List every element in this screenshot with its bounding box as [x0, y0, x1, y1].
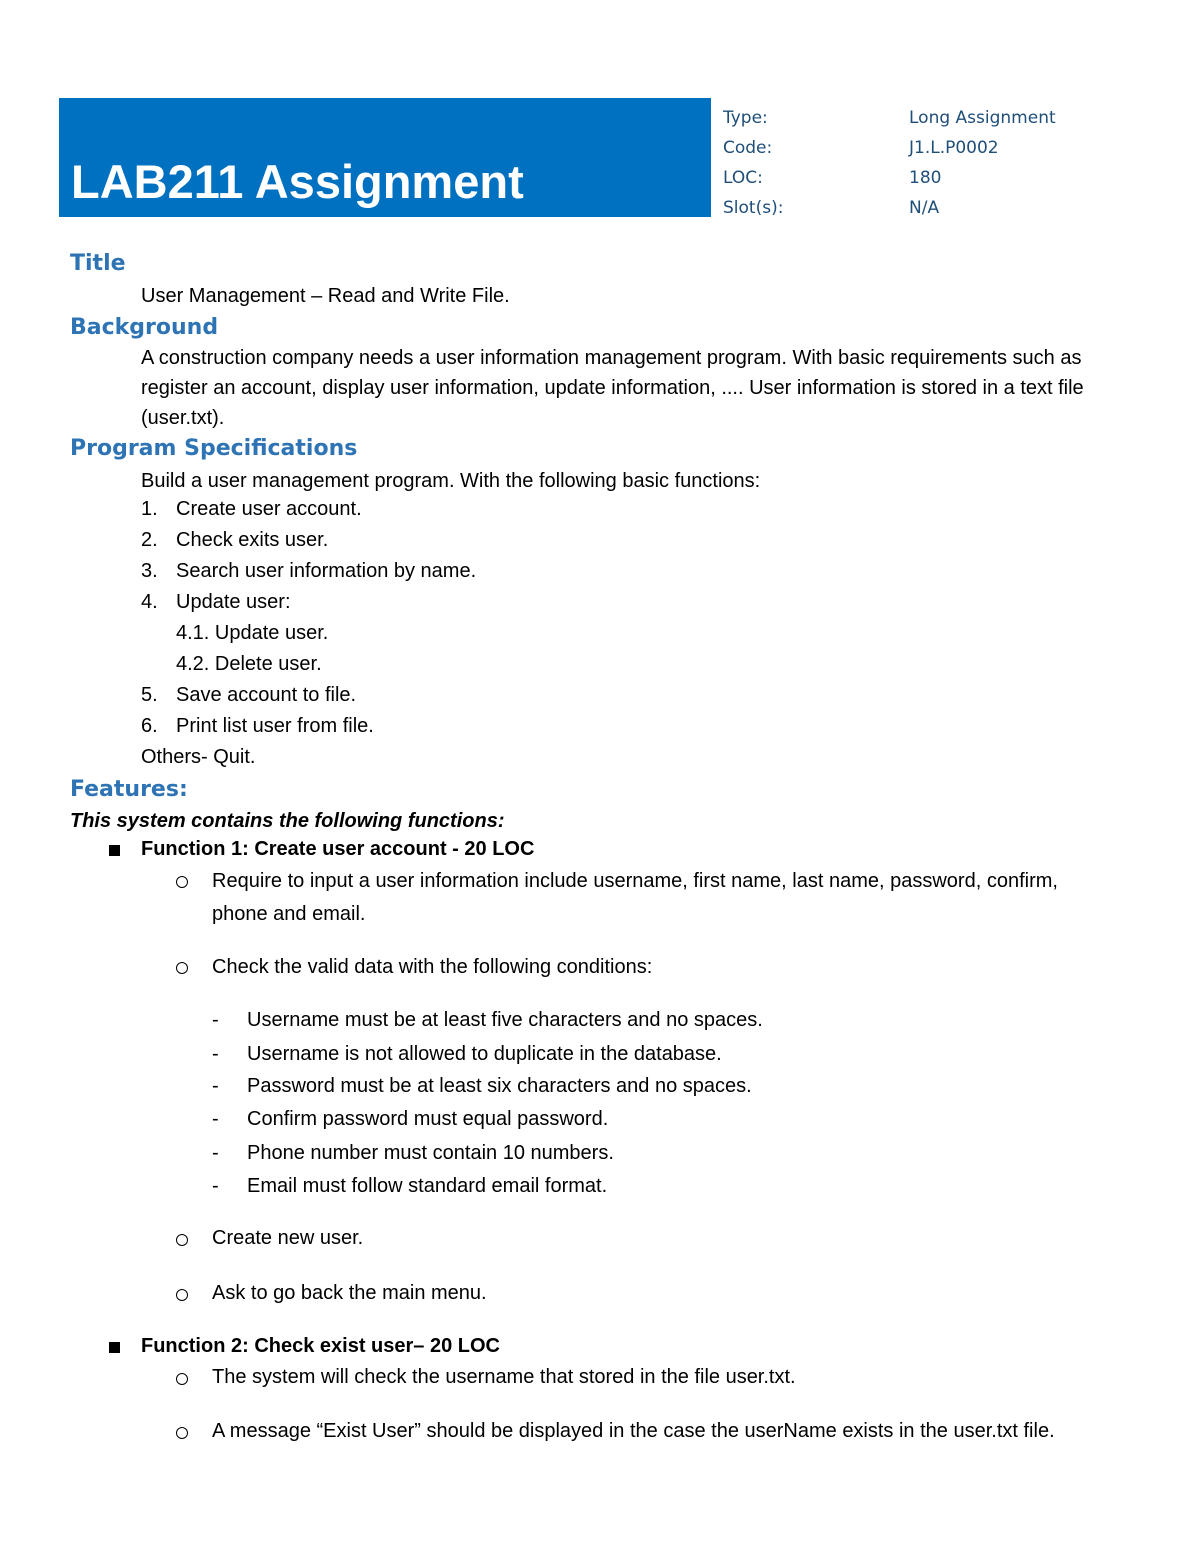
section-heading-features: Features:: [70, 777, 188, 802]
meta-label: LOC:: [723, 168, 763, 188]
background-text: A construction company needs a user information management program. With basic requirements such as register an account, display user information, update information, .... User information is stored in a text file (user.txt).: [141, 347, 1084, 429]
section-heading-spec: Program Specifications: [70, 436, 358, 461]
spec-item: Create user account.: [176, 498, 362, 520]
spec-item: Print list user from file.: [176, 715, 374, 737]
circle-bullet-icon: [176, 962, 188, 974]
spec-item-number: 4.: [141, 591, 158, 613]
function1-item: Ask to go back the main menu.: [212, 1282, 487, 1304]
circle-bullet-icon: [176, 1234, 188, 1246]
spec-item: Update user:: [176, 591, 291, 613]
circle-bullet-icon: [176, 1373, 188, 1385]
function1-item: Require to input a user information include username, first name, last name, password, confirm,: [212, 870, 1058, 892]
spec-item-number: 5.: [141, 684, 158, 706]
meta-value: J1.L.P0002: [909, 138, 999, 158]
spec-item: Search user information by name.: [176, 560, 477, 582]
section-heading-background: Background: [70, 315, 219, 340]
square-bullet-icon: [109, 1342, 120, 1353]
meta-value: 180: [909, 168, 942, 188]
features-intro: This system contains the following functions:: [70, 810, 505, 832]
spec-item: Check exits user.: [176, 529, 329, 551]
spec-subitem: 4.2. Delete user.: [176, 653, 322, 675]
condition-item: Username must be at least five characters and no spaces.: [247, 1009, 763, 1031]
meta-value: Long Assignment: [909, 108, 1056, 128]
meta-info: [723, 103, 1173, 223]
meta-row-code: [723, 133, 1173, 163]
dash-bullet-icon: -: [212, 1043, 219, 1065]
square-bullet-icon: [109, 845, 120, 856]
function2-item: The system will check the username that stored in the file user.txt.: [212, 1366, 796, 1388]
dash-bullet-icon: -: [212, 1175, 219, 1197]
title-text: User Management – Read and Write File.: [141, 285, 510, 307]
spec-item: Save account to file.: [176, 684, 357, 706]
function1-title: Function 1: Create user account - 20 LOC: [141, 838, 535, 860]
spec-item-number: 3.: [141, 560, 158, 582]
condition-item: Username is not allowed to duplicate in the database.: [247, 1043, 722, 1065]
circle-bullet-icon: [176, 1427, 188, 1439]
function1-item: Create new user.: [212, 1227, 364, 1249]
spec-item-number: 2.: [141, 529, 158, 551]
condition-item: Email must follow standard email format.: [247, 1175, 608, 1197]
meta-row-slots: [723, 193, 1173, 223]
spec-subitem: 4.1. Update user.: [176, 622, 329, 644]
meta-value: N/A: [909, 198, 940, 218]
condition-item: Phone number must contain 10 numbers.: [247, 1142, 614, 1164]
function1-item-cont: phone and email.: [212, 903, 366, 925]
meta-label: Code:: [723, 138, 773, 158]
header-banner: [59, 98, 711, 217]
section-heading-title: Title: [70, 251, 126, 276]
spec-item-number: 6.: [141, 715, 158, 737]
function2-title: Function 2: Check exist user– 20 LOC: [141, 1335, 500, 1357]
circle-bullet-icon: [176, 1289, 188, 1301]
dash-bullet-icon: -: [212, 1108, 219, 1130]
spec-intro: Build a user management program. With the following basic functions:: [141, 470, 761, 492]
spec-item-number: 1.: [141, 498, 158, 520]
meta-label: Type:: [723, 108, 768, 128]
condition-item: Confirm password must equal password.: [247, 1108, 609, 1130]
spec-others: Others- Quit.: [141, 746, 256, 768]
condition-item: Password must be at least six characters and no spaces.: [247, 1075, 752, 1097]
dash-bullet-icon: -: [212, 1075, 219, 1097]
meta-label: Slot(s):: [723, 198, 784, 218]
function1-item: Check the valid data with the following conditions:: [212, 956, 653, 978]
dash-bullet-icon: -: [212, 1009, 219, 1031]
document-title: LAB211 Assignment: [71, 155, 524, 208]
circle-bullet-icon: [176, 876, 188, 888]
meta-row-type: [723, 103, 1173, 133]
meta-row-loc: [723, 163, 1173, 193]
dash-bullet-icon: -: [212, 1142, 219, 1164]
function2-item: A message “Exist User” should be displayed in the case the userName exists in the user.txt file.: [212, 1420, 1055, 1442]
